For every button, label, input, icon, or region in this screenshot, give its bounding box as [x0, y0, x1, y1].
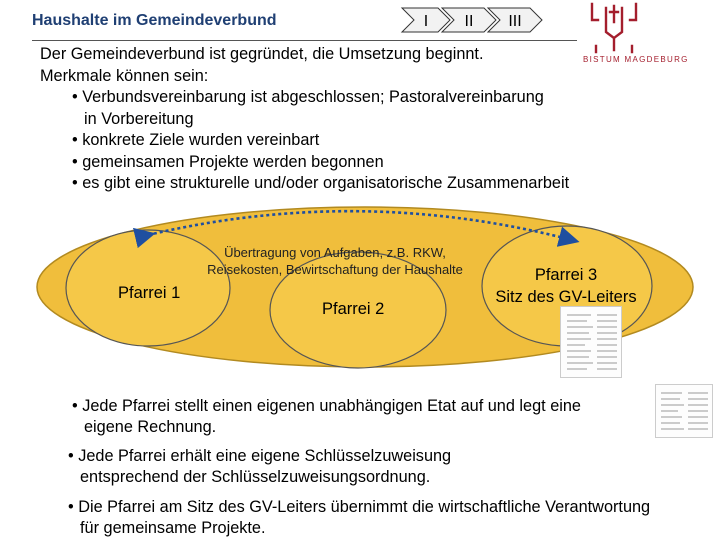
step-label-2: II [464, 13, 474, 30]
intro-bullet: • konkrete Ziele wurden vereinbart [72, 131, 320, 149]
transfer-note-line: Übertragung von Aufgaben, z.B. RKW, [224, 245, 446, 260]
intro-block [40, 44, 680, 195]
intro-line: Merkmale können sein: [40, 66, 209, 85]
bottom-bullet-continuation: für gemeinsame Projekte. [80, 519, 266, 537]
intro-bullet: • gemeinsamen Projekte werden begonnen [72, 152, 384, 171]
step-chevron-1[interactable] [402, 8, 450, 32]
bottom-bullet-line: • Die Pfarrei am Sitz des GV-Leiters übernimmt die wirtschaftliche Verantwortung [68, 498, 651, 516]
page-title: Haushalte im Gemeindeverbund [32, 12, 277, 29]
bottom-bullet-line: • Jede Pfarrei erhält eine eigene Schlüsselzuweisung [68, 447, 452, 465]
bottom-bullet-line: • Jede Pfarrei stellt einen eigenen unabhängigen Etat auf und legt eine [72, 397, 581, 415]
logo-wordmark: BISTUM MAGDEBURG [583, 55, 689, 64]
bottom-bullet [68, 446, 451, 488]
bottom-bullet-continuation: entsprechend der Schlüsselzuweisungsordnung. [80, 468, 431, 486]
pfarrei-3-label [485, 264, 647, 308]
transfer-note-line: Reisekosten, Bewirtschaftung der Haushalte [207, 262, 463, 277]
pfarrei-1-label: Pfarrei 1 [118, 284, 181, 302]
account-document-thumbnail [655, 384, 713, 438]
step-chevrons [400, 6, 580, 36]
pfarrei-3-subtitle: Sitz des GV-Leiters [495, 288, 637, 306]
intro-bullet: • es gibt eine strukturelle und/oder organisatorische Zusammenarbeit [72, 174, 570, 192]
pfarrei-2-label: Pfarrei 2 [322, 300, 385, 318]
header-divider [32, 40, 577, 41]
transfer-note [180, 244, 490, 278]
bottom-bullet-continuation: eigene Rechnung. [84, 418, 217, 436]
bottom-bullet [68, 497, 650, 539]
step-label-1: I [423, 13, 429, 30]
pfarrei-3-name: Pfarrei 3 [534, 266, 598, 284]
bottom-bullet [72, 396, 581, 438]
step-label-3: III [508, 13, 522, 30]
budget-document-thumbnail [560, 306, 622, 378]
intro-bullet: • Verbundsvereinbarung ist abgeschlossen; Pastoralvereinbarung [72, 88, 544, 106]
intro-bullet-continuation: in Vorbereitung [84, 109, 194, 128]
intro-line: Der Gemeindeverbund ist gegründet, die Umsetzung beginnt. [40, 45, 484, 63]
